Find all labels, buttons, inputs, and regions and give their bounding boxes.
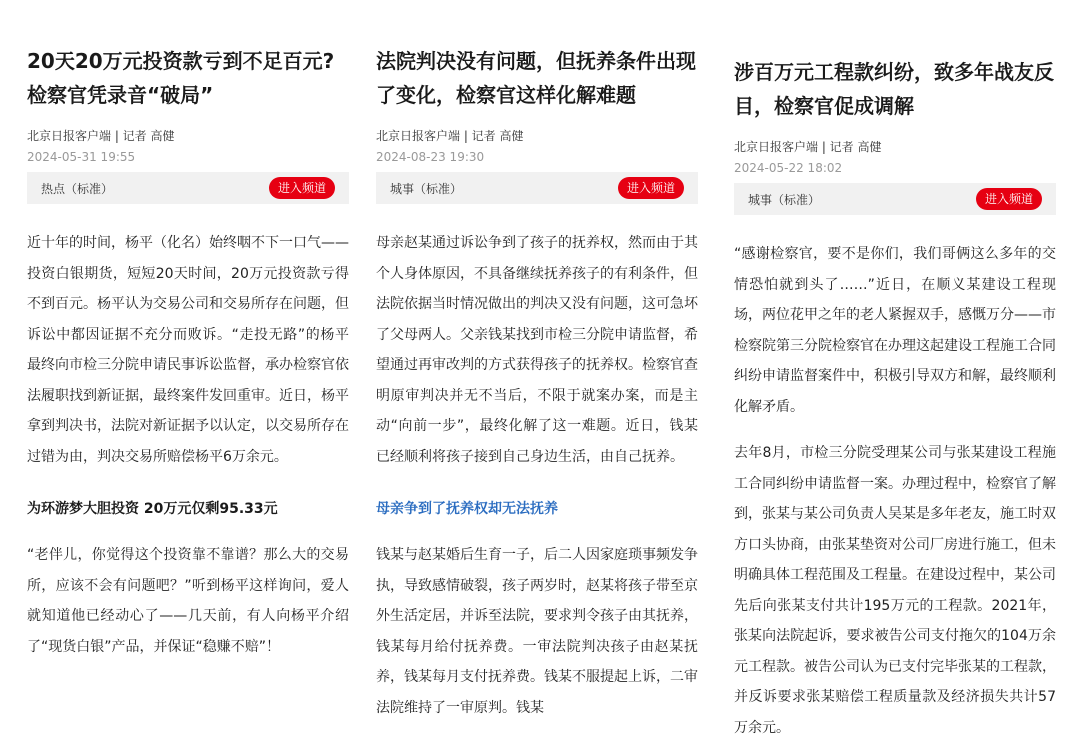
article-date: 2024-05-22 18:02 [734,161,843,175]
channel-bar [376,172,698,204]
article-title[interactable]: 法院判决没有问题，但抚养条件出现了变化，检察官这样化解难题 [376,49,696,107]
article-paragraph: 去年8月，市检三分院受理某公司与张某建设工程施工合同纠纷申请监督一案。办理过程中，检察官了解到，张某与某公司负责人吴某是多年老友，施工时双方口头协商，由张某垫资对公司厂房进行施工，但未明确具体工程范围及工程量。在建设过程中，某公司先后向张某支付共计195万元的工程款。2021年，张某向法院起诉，要求被告公司支付拖欠的104万余元工程款。被告公司认为已支付完毕张某的工程款，并反诉要求张某赔偿工程质量款及经济损失共计57万余元。 [734,445,1056,736]
article-byline: 北京日报客户端 | 记者 高健 [734,140,882,154]
article-column-1 [27,0,349,662]
channel-label: 热点（标准） [41,181,114,196]
enter-channel-button[interactable]: 进入频道 [618,177,684,199]
channel-label: 城事（标准） [390,181,463,196]
article-subheading: 为环游梦大胆投资 20万元仅剩95.33元 [27,501,278,517]
article-byline: 北京日报客户端 | 记者 高健 [27,129,175,143]
article-paragraph: 母亲赵某通过诉讼争到了孩子的抚养权，然而由于其个人身体原因，不具备继续抚养孩子的有利条件，但法院依据当时情况做出的判决又没有问题，这可急坏了父母两人。父亲钱某找到市检三分院申请监督，希望通过再审改判的方式获得孩子的抚养权。检察官查明原审判决并无不当后，不限于就案办案，而是主动“向前一步”，最终化解了这一难题。近日，钱某已经顺利将孩子接到自己身边生活，由自己抚养。 [376,235,698,465]
article-paragraph: 钱某与赵某婚后生育一子，后二人因家庭琐事频发争执，导致感情破裂，孩子两岁时，赵某将孩子带至京外生活定居，并诉至法院，要求判令孩子由其抚养，钱某每月给付抚养费。一审法院判决孩子由赵某抚养，钱某每月支付抚养费。钱某不服提起上诉，二审法院维持了一审原判。钱某 [376,547,698,716]
article-title[interactable]: 涉百万元工程款纠纷，致多年战友反目，检察官促成调解 [734,60,1054,118]
article-subheading: 母亲争到了抚养权却无法抚养 [376,501,558,517]
channel-bar [27,172,349,204]
channel-bar [734,183,1056,215]
article-title[interactable]: 20天20万元投资款亏到不足百元?检察官凭录音“破局” [27,49,335,107]
enter-channel-button[interactable]: 进入频道 [976,188,1042,210]
enter-channel-button[interactable]: 进入频道 [269,177,335,199]
article-date: 2024-08-23 19:30 [376,150,485,164]
article-column-2 [376,0,698,723]
article-paragraph: 近十年的时间，杨平（化名）始终咽不下一口气——投资白银期货，短短20天时间，20万元投资款亏得不到百元。杨平认为交易公司和交易所存在问题，但诉讼中都因证据不充分而败诉。“走投无路”的杨平最终向市检三分院申请民事诉讼监督，承办检察官依法履职找到新证据，最终案件发回重审。近日，杨平拿到判决书，法院对新证据予以认定，以交易所存在过错为由，判决交易所赔偿杨平6万余元。 [27,235,349,465]
article-date: 2024-05-31 19:55 [27,150,136,164]
article-paragraph: “老伴儿，你觉得这个投资靠不靠谱？那么大的交易所，应该不会有问题吧？”听到杨平这样询问，爱人就知道他已经动心了——几天前，有人向杨平介绍了“现货白银”产品，并保证“稳赚不赔”！ [27,547,349,655]
article-paragraph: “感谢检察官，要不是你们，我们哥俩这么多年的交情恐怕就到头了……”近日，在顺义某建设工程现场，两位花甲之年的老人紧握双手，感慨万分——市检察院第三分院检察官在办理这起建设工程施工合同纠纷申请监督案件中，积极引导双方和解，最终顺利化解矛盾。 [734,246,1056,415]
channel-label: 城事（标准） [748,192,821,207]
article-column-3 [734,0,1056,743]
article-byline: 北京日报客户端 | 记者 高健 [376,129,524,143]
